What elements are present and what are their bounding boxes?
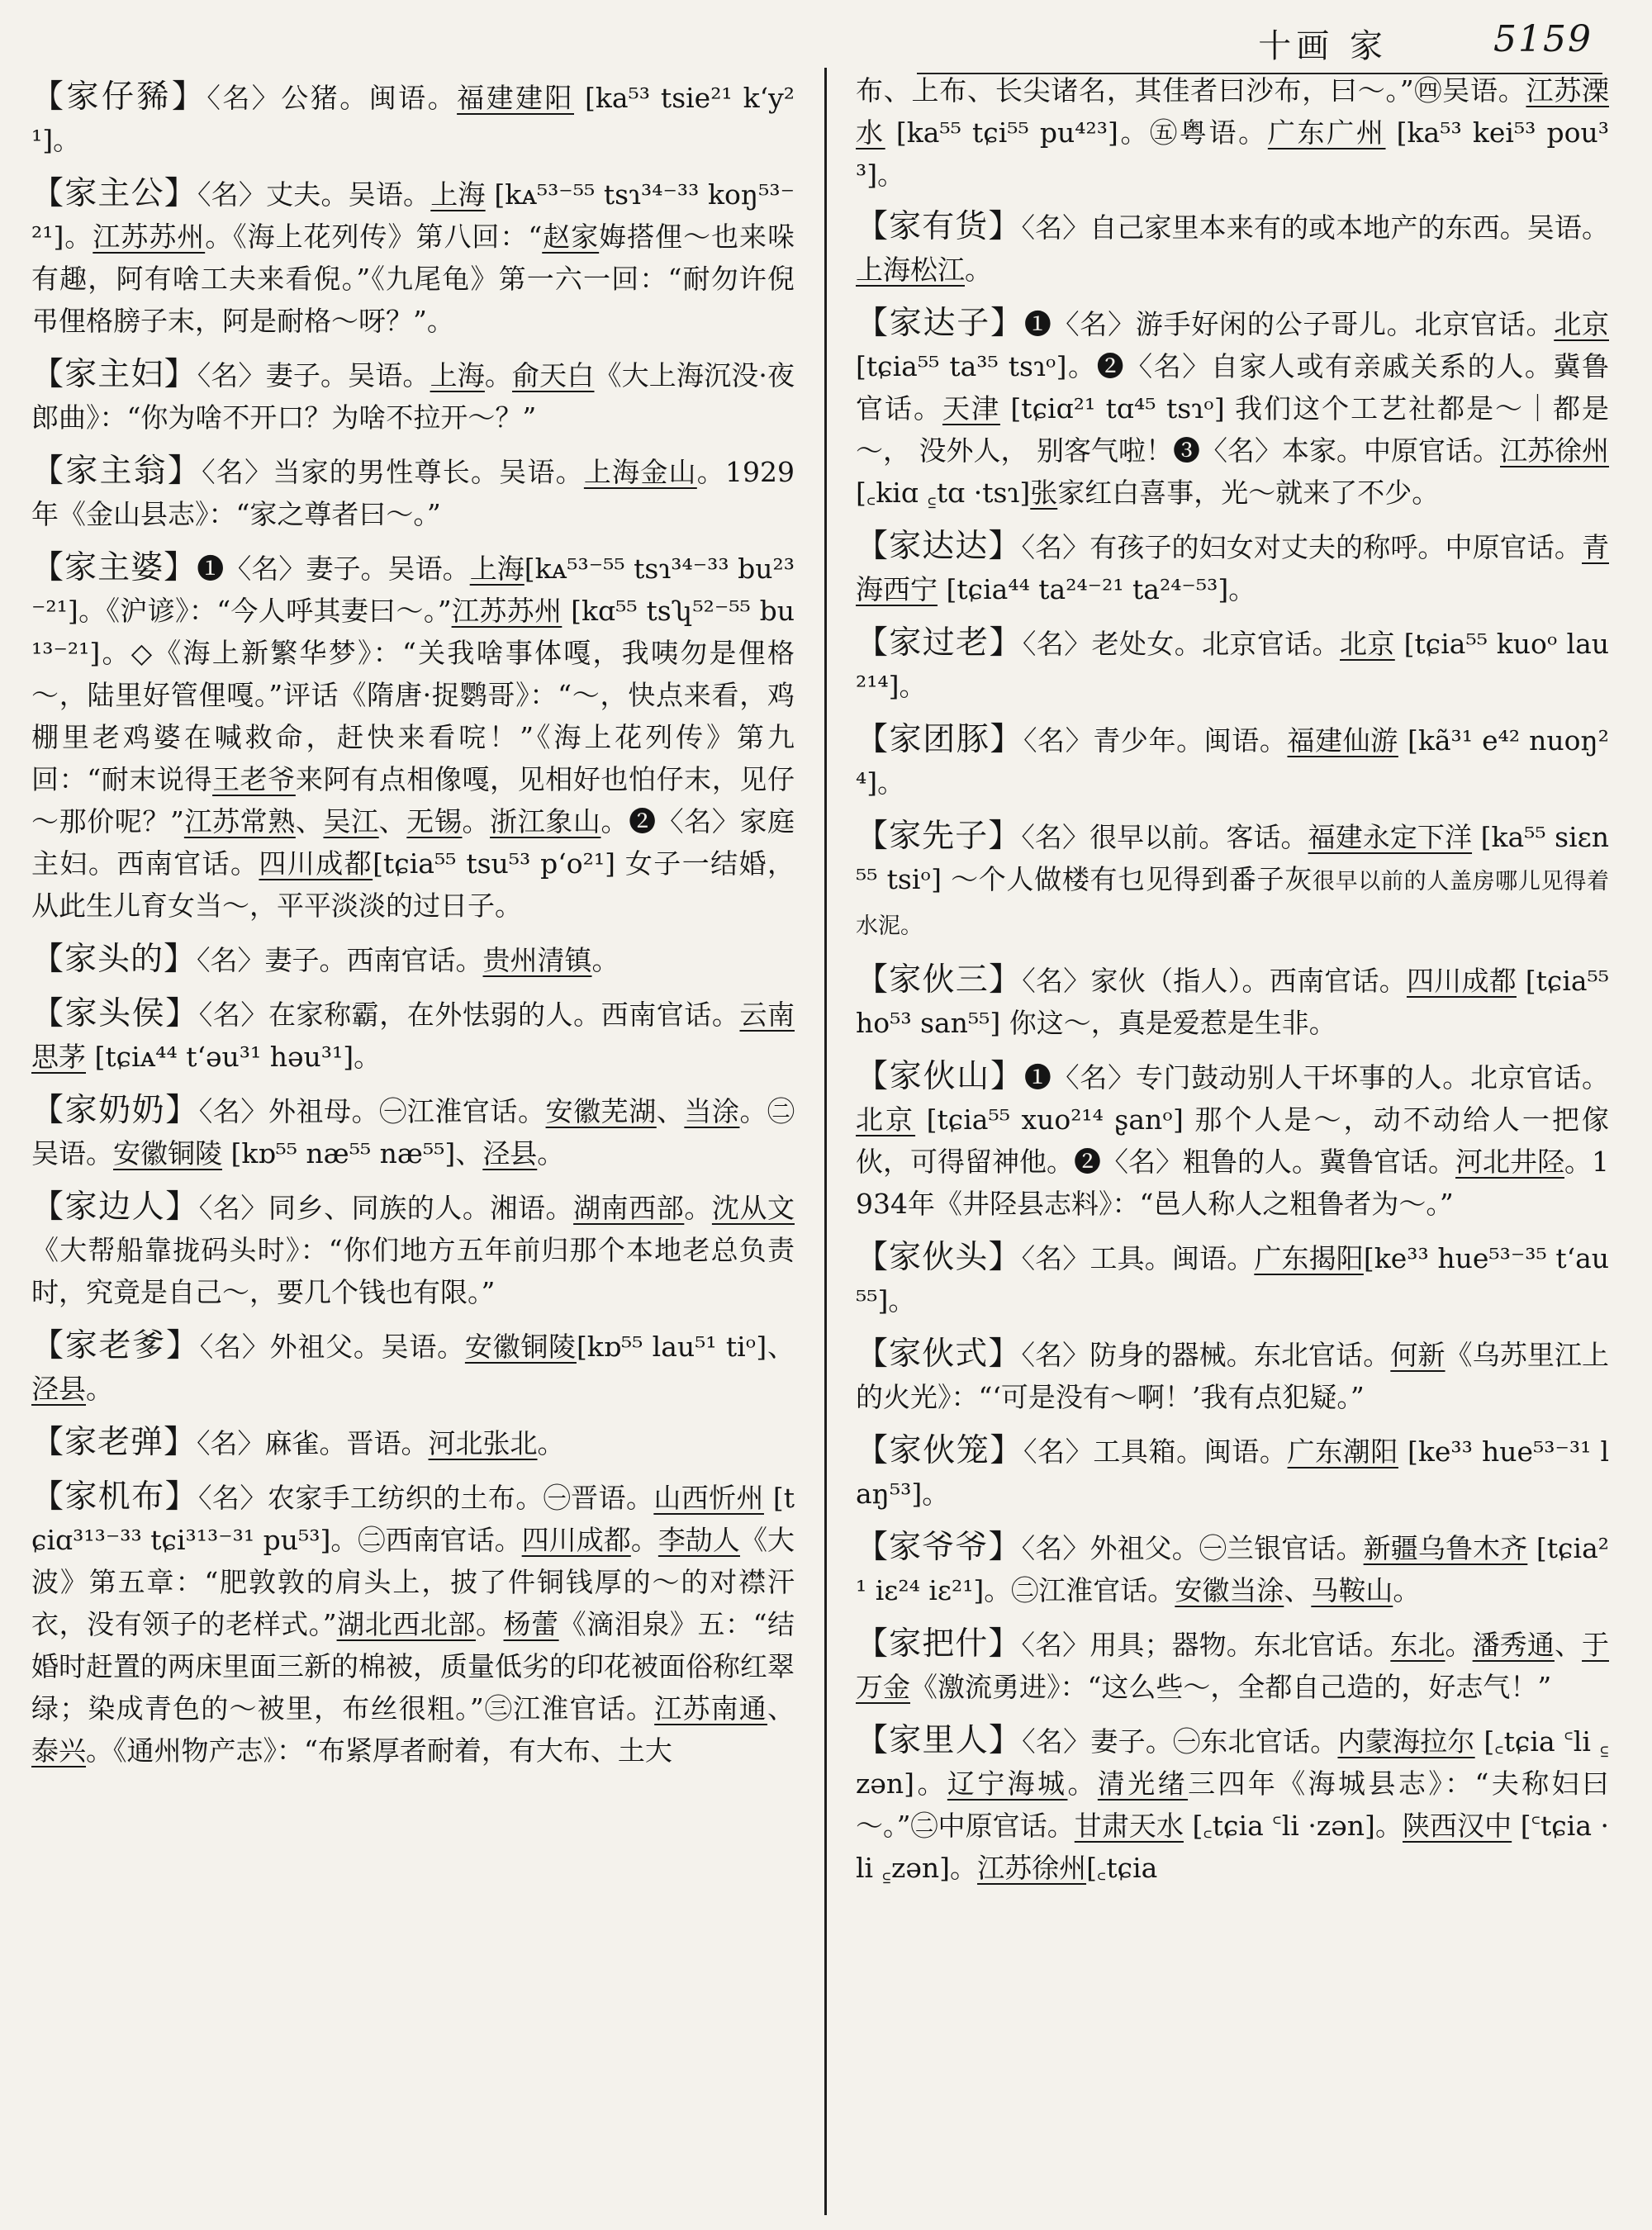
entry-text: 《大上海沉没·夜郎曲》：“你为啥不开口？为啥不拉开～？” [31, 359, 795, 434]
place-or-name: 北京 [1554, 308, 1609, 340]
entry-text: 。 [1393, 1574, 1421, 1606]
definition-text: 〈名〉妻子。吴语。 [197, 359, 430, 391]
entry-text: [꜀tɕia [1086, 1852, 1158, 1884]
dictionary-entry [31, 938, 795, 981]
headword: 【家达子】 [856, 305, 1024, 342]
headword: 【家仔豨】 [31, 78, 207, 116]
entry-text: 、 [295, 805, 324, 837]
headword: 【家主公】 [31, 175, 197, 212]
column-divider [824, 68, 827, 2215]
dictionary-entry [856, 1623, 1609, 1708]
headword: 【家伙山】 [856, 1058, 1024, 1095]
definition-text: 〈名〉外祖父。吴语。 [199, 1331, 465, 1363]
dictionary-entry [31, 1421, 795, 1464]
headword: 【家老爹】 [31, 1327, 200, 1364]
place-or-name: 马鞍山 [1311, 1574, 1393, 1606]
definition-text: 〈名〉用具；器物。东北官话。 [1021, 1629, 1391, 1661]
place-or-name: 李劼人 [657, 1524, 740, 1556]
place-or-name: 四川成都 [521, 1524, 631, 1556]
place-or-name: 广东揭阳 [1254, 1242, 1364, 1274]
place-or-name: 安徽芜湖 [545, 1095, 657, 1127]
dictionary-entry [31, 1476, 795, 1772]
place-or-name: 江苏徐州 [977, 1852, 1087, 1884]
entry-text: 。 [86, 1373, 113, 1405]
running-head [0, 15, 1652, 64]
place-or-name: 福建永定下洋 [1308, 821, 1473, 853]
entry-text: [tɕia⁵⁵ xuo²¹⁴ ʂanᵒ] 那个人是～，动不动给人一把傢伙，可得留神他。❷〈名〉粗鲁的人。冀鲁官话。 [856, 1103, 1609, 1178]
place-or-name: 赵家 [542, 221, 600, 253]
entry-text: [꜂tɕia ·li ꜁zən]。 [856, 1810, 1609, 1884]
headword: 【家主婆】 [31, 549, 197, 586]
place-or-name: 福建仙游 [1287, 724, 1398, 757]
place-or-name: 泰兴 [31, 1734, 86, 1767]
definition-text: 〈名〉妻子。㊀东北官话。 [1022, 1725, 1338, 1758]
headword: 【家主翁】 [31, 453, 202, 490]
entry-text: 。 [684, 1192, 712, 1224]
entry-text: 《激流勇进》：“这么些～，全都自己造的，好志气！” [910, 1671, 1552, 1703]
definition-text: 〈名〉当家的男性尊长。吴语。 [202, 456, 584, 488]
headword: 【家伙笼】 [856, 1432, 1024, 1469]
definition-text: 〈名〉农家手工纺织的土布。㊀晋语。 [198, 1482, 654, 1514]
entry-text: 《滴泪泉》五：“结婚时赶置的两床里面三新的棉被，质量低劣的印花被面俗称红翠绿；染成青色的～被里，布丝很粗。”㊂江淮官话。 [31, 1608, 795, 1725]
entry-text: [ke³³ hue⁵³⁻³¹ laŋ⁵³]。 [856, 1435, 1609, 1510]
entry-text: 。 [537, 1137, 565, 1170]
definition-text: ❶〈名〉游手好闲的公子哥儿。北京官话。 [1023, 308, 1555, 340]
place-or-name: 吴江 [323, 805, 379, 837]
definition-text: 〈名〉麻雀。晋语。 [197, 1427, 429, 1459]
dictionary-entry [31, 547, 795, 927]
entry-text: 很早以前的人盖房哪儿见得着水泥。 [856, 869, 1609, 939]
entry-text: 三四年《海城县志》：“夫称妇曰～。”㊁中原官话。 [856, 1767, 1609, 1842]
page-number: 5159 [1493, 18, 1593, 60]
dictionary-entry [856, 302, 1609, 514]
entry-text: 。❷〈名〉家庭主妇。西南官话。 [31, 805, 795, 880]
left-column [31, 76, 795, 2223]
entry-text: [tɕia⁴⁴ ta²⁴⁻²¹ ta²⁴⁻⁵³]。 [938, 573, 1256, 605]
definition-text: 〈名〉妻子。西南官话。 [197, 944, 483, 976]
entry-text: 。《通州物产志》：“布紧厚者耐着，有大布、土大 [86, 1734, 672, 1767]
definition-text: ❶〈名〉妻子。吴语。 [197, 553, 470, 585]
place-or-name: 天津 [942, 392, 1000, 425]
entry-text: 。《海上花列传》第八回：“ [205, 221, 543, 253]
definition-text: 〈名〉家伙（指人）。西南官话。 [1022, 965, 1407, 997]
definition-text: 〈名〉工具。闽语。 [1021, 1242, 1255, 1274]
place-or-name: 贵州清镇 [482, 944, 592, 976]
place-or-name: 内蒙海拉尔 [1337, 1725, 1475, 1758]
entry-text: 。 [965, 254, 992, 286]
place-or-name: 泾县 [482, 1137, 538, 1170]
entry-text: [tɕia⁵⁵ ta³⁵ tsɿᵒ]。❷〈名〉自家人或有亲戚关系的人。冀鲁官话。 [856, 350, 1609, 425]
place-or-name: 东北 [1390, 1629, 1446, 1661]
place-or-name: 上海金山 [583, 456, 697, 488]
headword: 【家奶奶】 [31, 1092, 199, 1129]
entry-text: 。 [462, 805, 491, 837]
headword: 【家有货】 [856, 208, 1022, 245]
dictionary-entry [856, 1720, 1609, 1889]
dictionary-entry [856, 719, 1609, 804]
dictionary-entry [31, 1089, 795, 1174]
place-or-name: 河北张北 [428, 1427, 538, 1459]
definition-text: 布、上布、长尖诸名，其佳者曰沙布，曰～。”㊃吴语。 [856, 74, 1526, 107]
dictionary-entry [31, 353, 795, 439]
headword: 【家伙头】 [856, 1239, 1022, 1276]
place-or-name: 江苏溧水 [856, 74, 1609, 149]
place-or-name: 北京 [1340, 628, 1395, 660]
place-or-name: 浙江象山 [490, 805, 601, 837]
place-or-name: 安徽当涂 [1175, 1574, 1284, 1606]
dictionary-entry [856, 1430, 1609, 1515]
dictionary-entry [31, 1325, 795, 1410]
entry-text: [ka⁵³ tsie²¹ k‘y²¹]。 [31, 82, 795, 156]
entry-text: 娒搭俚～也来哚有趣，阿有啥工夫来看倪。”《九尾龟》第一六一回：“耐勿许倪弔俚格膀子末，阿是耐格～呀？”。 [31, 221, 795, 337]
definition-text: 〈名〉自己家里本来有的或本地产的东西。吴语。 [1021, 211, 1609, 244]
place-or-name: 新疆乌鲁木齐 [1363, 1532, 1528, 1564]
entry-text: 。 [537, 1427, 565, 1459]
dictionary-entry [856, 525, 1609, 610]
definition-text: 〈名〉公猪。闽语。 [206, 82, 458, 114]
dictionary-entry [31, 450, 795, 535]
entry-text: 《大波》第五章：“肥敦敦的肩头上，披了件铜钱厚的～的对襟汗衣，没有领子的老样式。” [31, 1524, 795, 1640]
headword: 【家伙三】 [856, 961, 1023, 999]
headword: 【家老弹】 [31, 1424, 197, 1461]
entry-text: 家红白喜事，光～就来了不少。 [1057, 477, 1440, 509]
place-or-name: 俞天白 [512, 359, 595, 391]
dictionary-entry [856, 1333, 1609, 1418]
place-or-name: 上海 [430, 359, 485, 391]
place-or-name: 上海 [430, 178, 486, 211]
entry-text: [tɕiᴀ⁴⁴ t‘əu³¹ həu³¹]。 [86, 1041, 382, 1073]
place-or-name: 江苏南通 [654, 1692, 768, 1725]
headword: 【家过老】 [856, 624, 1023, 662]
entry-text: 、 [378, 805, 407, 837]
entry-text: [kɑ⁵⁵ tsʮ⁵²⁻⁵⁵ bu¹³⁻²¹]。◇《海上新繁华梦》：“关我啥事体嘎，我咦勿是俚格～，陆里好管俚嘎。”评话《隋唐·捉鹦哥》：“～，快点来看，鸡棚里老鸡婆在喊救命，赶快来看唍！”《海上花列传》第九回：“耐末说得 [31, 595, 795, 795]
headword: 【家机布】 [31, 1478, 199, 1516]
entry-text: [꜀kiɑ ꜁tɑ ·tsɿ] [856, 477, 1031, 509]
entry-text: 。 [1067, 1767, 1098, 1800]
entry-text: [꜀tɕia ꜂li ·zən]。 [1183, 1810, 1403, 1842]
place-or-name: 无锡 [406, 805, 463, 837]
place-or-name: 四川成都 [259, 847, 373, 880]
place-or-name: 河北井陉 [1455, 1146, 1564, 1178]
definition-text: 〈名〉外祖父。㊀兰银官话。 [1021, 1532, 1364, 1564]
place-or-name: 张 [1030, 477, 1058, 509]
headword: 【家爷爷】 [856, 1529, 1022, 1566]
definition-text: 〈名〉很早以前。客话。 [1021, 821, 1308, 853]
entry-text: 。1934年《井陉县志料》：“邑人称人之粗鲁者为～。” [856, 1146, 1609, 1220]
entry-text: [tɕia⁵⁵ ho⁵³ san⁵⁵] 你这～，真是爱惹是生非。 [856, 965, 1609, 1039]
entry-text: [kᴀ⁵³⁻⁵⁵ tsɿ³⁴⁻³³ koŋ⁵³⁻²¹]。 [31, 178, 795, 253]
definition-text: ❶〈名〉专门鼓动别人干坏事的人。北京官话。 [1023, 1061, 1609, 1094]
entry-text: 。 [475, 1608, 504, 1640]
dictionary-entry [856, 1236, 1609, 1321]
dictionary-entry [856, 1526, 1609, 1611]
headword: 【家头的】 [31, 941, 197, 978]
entry-text: [kã³¹ e⁴² nuoŋ²⁴]。 [856, 724, 1609, 799]
place-or-name: 安徽铜陵 [113, 1137, 222, 1170]
place-or-name: 湖北西北部 [336, 1608, 476, 1640]
place-or-name: 云南思茅 [31, 999, 795, 1073]
place-or-name: 江苏徐州 [1500, 434, 1609, 467]
definition-text: 〈名〉丈夫。吴语。 [197, 178, 431, 211]
definition-text: 〈名〉青少年。闽语。 [1023, 724, 1288, 757]
headword: 【家把什】 [856, 1625, 1022, 1663]
place-or-name: 青海西宁 [856, 531, 1609, 605]
entry-text: [kɒ⁵⁵ næ⁵⁵ næ⁵⁵]、 [222, 1137, 483, 1170]
entry-text: [ka⁵³ kei⁵³ pou³³]。 [856, 116, 1609, 191]
entry-text: 。 [630, 1524, 658, 1556]
place-or-name: 王老爷 [212, 763, 296, 795]
entry-text: 、 [656, 1095, 685, 1127]
entry-text: [kᴀ⁵³⁻⁵⁵ tsɿ³⁴⁻³³ bu²³⁻²¹]。《沪谚》：“今人呼其妻曰～。” [31, 553, 795, 627]
entry-text: 《大帮船靠拢码头时》：“你们地方五年前归那个本地老总负责时，究竟是自己～，要几个钱也有限。” [31, 1234, 795, 1308]
entry-text: [ka⁵⁵ siɛn⁵⁵ tsiᵒ] ～个人做楼有乜见得到番子灰 [856, 821, 1609, 895]
entry-text: 来阿有点相像嘎，见相好也怕仔末，见仔～那价呢？” [31, 763, 795, 837]
place-or-name: 泾县 [31, 1373, 86, 1405]
place-or-name: 沈从文 [711, 1192, 795, 1224]
place-or-name: 陕西汉中 [1403, 1810, 1512, 1842]
definition-text: 〈名〉同乡、同族的人。湘语。 [198, 1192, 574, 1224]
place-or-name: 安徽铜陵 [464, 1331, 577, 1363]
dictionary-entry [856, 622, 1609, 707]
dictionary-entry [856, 959, 1609, 1044]
place-or-name: 于万金 [856, 1629, 1609, 1703]
entry-text: 、 [767, 1692, 795, 1725]
place-or-name: 广东潮阳 [1287, 1435, 1398, 1468]
place-or-name: 杨蕾 [503, 1608, 559, 1640]
dictionary-entry [31, 993, 795, 1078]
entry-text: [tɕiɑ³¹³⁻³³ tɕi³¹³⁻³¹ pu⁵³]。㊁西南官话。 [31, 1482, 795, 1556]
entry-text: [ka⁵⁵ tɕi⁵⁵ pu⁴²³]。㊄粤语。 [885, 116, 1268, 149]
place-or-name: 江苏苏州 [451, 595, 563, 627]
place-or-name: 清光绪 [1097, 1767, 1189, 1800]
entry-text: 。 [484, 359, 513, 391]
entry-text: 。1929年《金山县志》：“家之尊者曰～。” [31, 456, 795, 530]
entry-text: [tɕia⁵⁵ kuoᵒ lau²¹⁴]。 [856, 628, 1609, 702]
place-or-name: 何新 [1390, 1339, 1446, 1371]
definition-text: 〈名〉外祖母。㊀江淮官话。 [198, 1095, 546, 1127]
headword: 【家伙式】 [856, 1336, 1022, 1373]
entry-text: 。 [1445, 1629, 1473, 1661]
headword: 【家头侯】 [31, 995, 199, 1032]
dictionary-entry [856, 206, 1609, 291]
dictionary-entry [856, 815, 1609, 947]
definition-text: 〈名〉有孩子的妇女对丈夫的称呼。中原官话。 [1021, 531, 1582, 563]
place-or-name: 潘秀通 [1472, 1629, 1555, 1661]
place-or-name: 广东广州 [1267, 116, 1386, 149]
entry-text: 、 [1284, 1574, 1312, 1606]
right-column [856, 69, 1609, 2217]
headword: 【家边人】 [31, 1189, 199, 1226]
place-or-name: 江苏常熟 [183, 805, 296, 837]
headword: 【家团豚】 [856, 721, 1023, 758]
headword: 【家达达】 [856, 528, 1022, 565]
entry-text: [tɕia²¹ iɛ²⁴ iɛ²¹]。㊁江淮官话。 [856, 1532, 1609, 1606]
definition-text: 〈名〉老处女。北京官话。 [1022, 628, 1340, 660]
place-or-name: 四川成都 [1406, 965, 1517, 997]
entry-text: 。 [591, 944, 620, 976]
entry-text: 、 [1554, 1629, 1583, 1661]
entry-text: 。㊁吴语。 [31, 1095, 795, 1170]
place-or-name: 山西忻州 [653, 1482, 764, 1514]
dictionary-entry [31, 1186, 795, 1313]
dictionary-entry [856, 1056, 1609, 1225]
entry-text: [tɕiɑ²¹ tɑ⁴⁵ tsɿᵒ] 我们这个工艺社都是～｜都是～， 没外人， 别客气啦！❸〈名〉本家。中原官话。 [856, 392, 1609, 467]
entry-text: 《乌苏里江上的火光》：“‘可是没有～啊！’我有点犯疑。” [856, 1339, 1609, 1413]
entry-text: [kɒ⁵⁵ lau⁵¹ tiᵒ]、 [576, 1331, 795, 1363]
dictionary-entry [31, 173, 795, 342]
place-or-name: 福建建阳 [457, 82, 574, 114]
place-or-name: 江苏苏州 [93, 221, 206, 253]
entry-text: [tɕia⁵⁵ tsu⁵³ p‘o²¹] 女子一结婚，从此生儿育女当～，平平淡淡的过日子。 [31, 847, 795, 922]
place-or-name: 辽宁海城 [947, 1767, 1068, 1800]
entry-text: [ke³³ hue⁵³⁻³⁵ t‘au⁵⁵]。 [856, 1242, 1609, 1317]
place-or-name: 北京 [856, 1103, 916, 1136]
definition-text: 〈名〉在家称霸，在外怯弱的人。西南官话。 [198, 999, 740, 1031]
place-or-name: 上海 [469, 553, 525, 585]
headword: 【家主妇】 [31, 356, 197, 393]
place-or-name: 当涂 [684, 1095, 740, 1127]
headword: 【家先子】 [856, 818, 1022, 855]
dictionary-entry [31, 76, 795, 161]
entry-continuation [856, 69, 1609, 196]
definition-text: 〈名〉工具箱。闽语。 [1023, 1435, 1288, 1468]
section-title: 十画 家 [1258, 27, 1388, 65]
headword: 【家里人】 [856, 1722, 1023, 1759]
place-or-name: 甘肃天水 [1074, 1810, 1184, 1842]
place-or-name: 上海松江 [856, 254, 965, 286]
definition-text: 〈名〉防身的器械。东北官话。 [1021, 1339, 1391, 1371]
place-or-name: 湖南西部 [573, 1192, 685, 1224]
entry-text: [꜀tɕia ꜂li ꜁zən]。 [856, 1725, 1609, 1800]
